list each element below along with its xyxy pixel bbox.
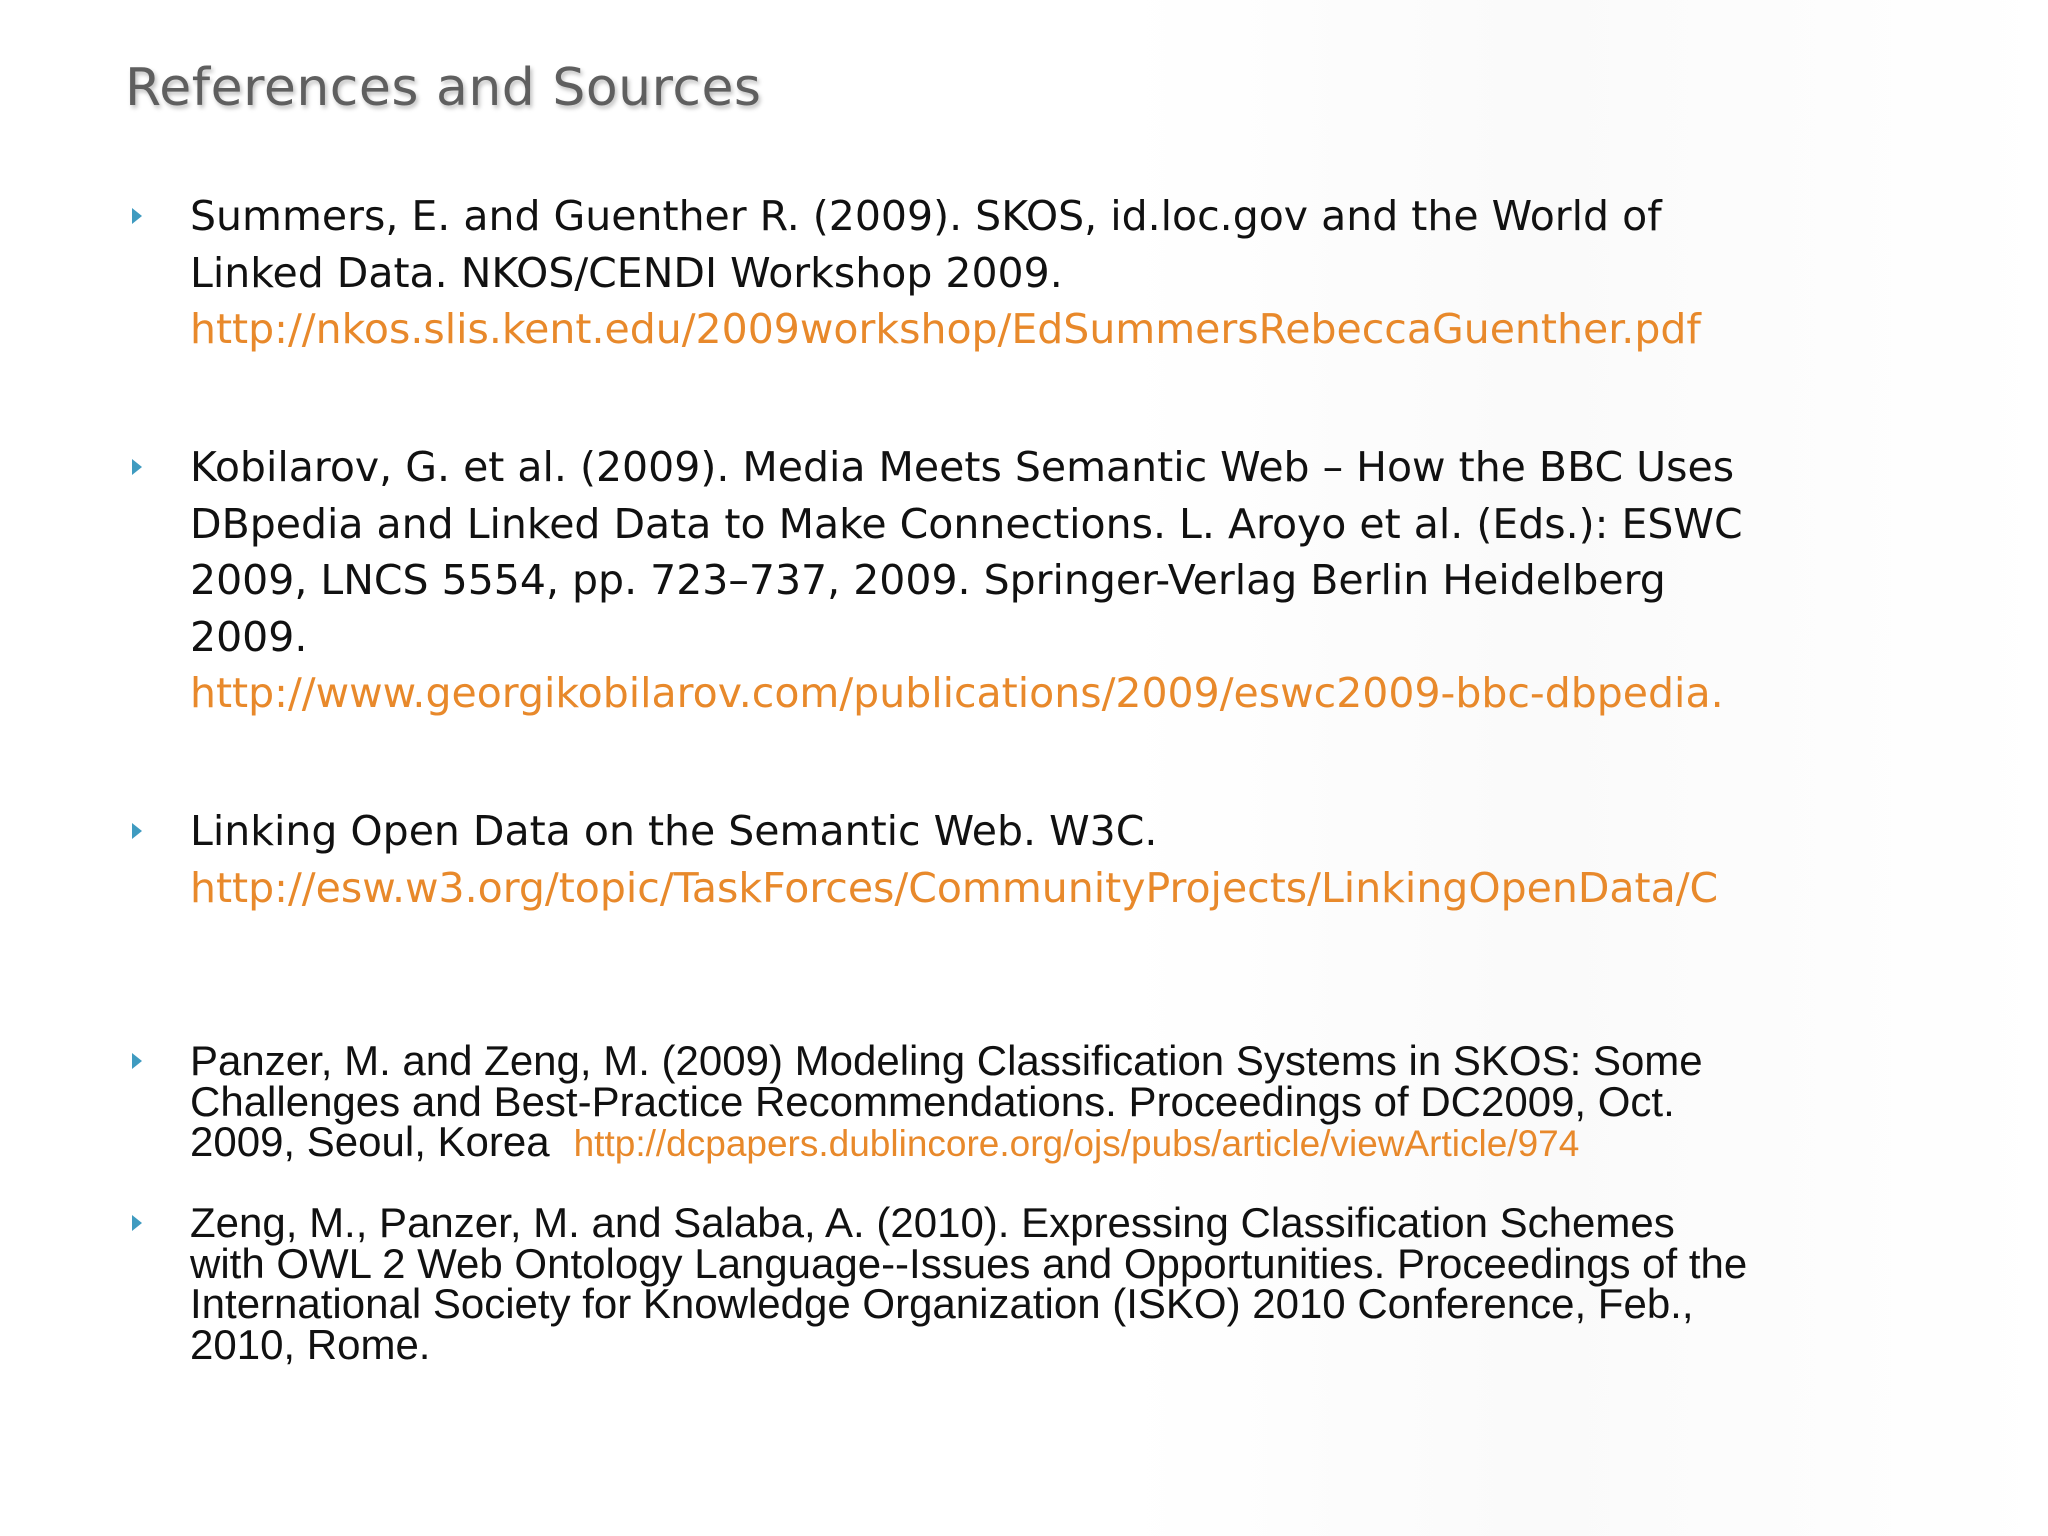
bullet-icon [132, 208, 142, 224]
slide-title: References and Sources [125, 58, 762, 118]
reference-link[interactable]: http://www.georgikobilarov.com/publications/2009/eswc2009-bbc-dbpedia. [190, 669, 1724, 717]
reference-item [190, 188, 1950, 358]
reference-item [190, 439, 1950, 722]
reference-citation: Panzer, M. and Zeng, M. (2009) Modeling Classification Systems in SKOS: Some Challenges and Best-Practice Recommendations. Proceedings of DC2009, Oct. 2009, Seoul, Korea [190, 1037, 1703, 1165]
bullet-icon [132, 823, 142, 839]
reference-link[interactable]: http://nkos.slis.kent.edu/2009workshop/EdSummersRebeccaGuenther.pdf [190, 305, 1701, 353]
reference-link[interactable]: http://dcpapers.dublincore.org/ojs/pubs/article/viewArticle/974 [573, 1123, 1580, 1164]
reference-item [190, 1037, 1950, 1165]
reference-item [190, 1199, 1950, 1368]
reference-citation: Linking Open Data on the Semantic Web. W3C. [190, 807, 1158, 855]
bullet-icon [132, 1053, 142, 1069]
reference-citation: Summers, E. and Guenther R. (2009). SKOS, id.loc.gov and the World of Linked Data. NKOS/CENDI Workshop 2009. [190, 192, 1662, 297]
bullet-icon [132, 459, 142, 475]
reference-item [190, 803, 1950, 916]
reference-citation: Kobilarov, G. et al. (2009). Media Meets Semantic Web – How the BBC Uses DBpedia and Linked Data to Make Connections. L. Aroyo et al. (Eds.): ESWC 2009, LNCS 5554, pp. 723–737, 2009. Springer-Verlag Berlin Heidelberg 2009. [190, 443, 1743, 661]
reference-citation: Zeng, M., Panzer, M. and Salaba, A. (2010). Expressing Classification Schemes with OWL 2 Web Ontology Language--Issues and Opportunities. Proceedings of the International Society for Knowledge Organization (ISKO) 2010 Conference, Feb., 2010, Rome. [190, 1199, 1748, 1368]
reference-link[interactable]: http://esw.w3.org/topic/TaskForces/CommunityProjects/LinkingOpenData/C [190, 863, 1719, 912]
bullet-icon [132, 1215, 142, 1231]
